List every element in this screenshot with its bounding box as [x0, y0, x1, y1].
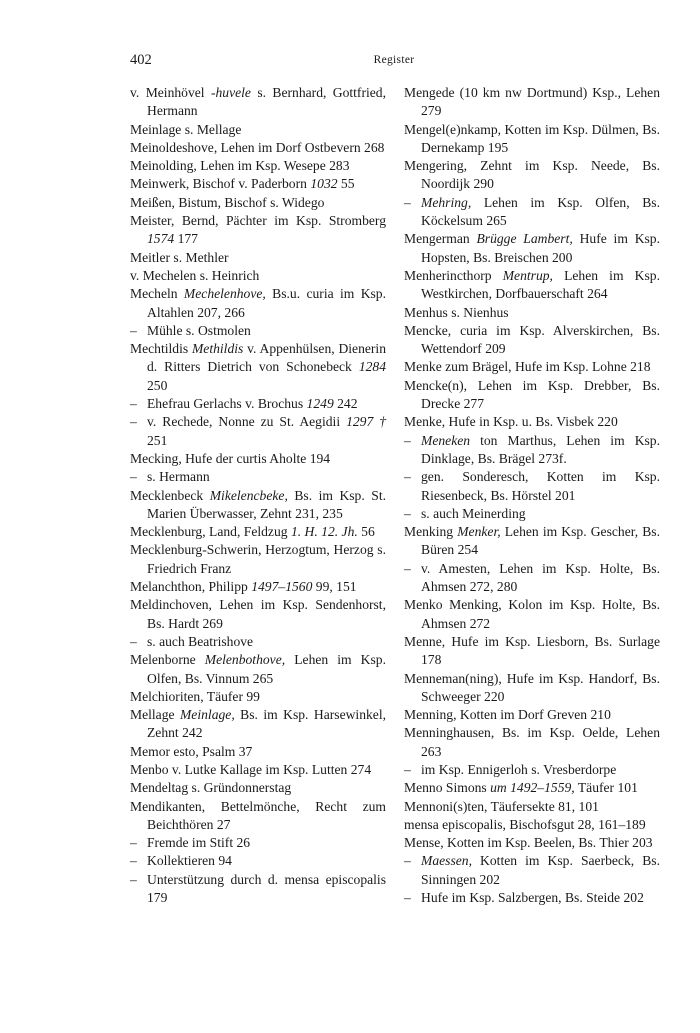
index-entry [404, 413, 660, 431]
running-title: Register [373, 54, 415, 66]
index-entry [404, 121, 660, 158]
index-subentry [130, 852, 386, 870]
index-entry [130, 285, 386, 322]
index-entry [130, 450, 386, 468]
index-entry [404, 633, 660, 670]
entry-text: Menherincthorp [404, 267, 503, 283]
index-subentry [130, 322, 386, 340]
index-entry [404, 779, 660, 797]
index-entry [130, 340, 386, 395]
entry-text: Meinoldeshove, Lehen im Dorf Ostbevern 268 [130, 139, 385, 155]
entry-text: Mendeltag s. Gründonnerstag [130, 780, 292, 796]
entry-text: s. Hermann [147, 469, 210, 485]
index-entry [130, 798, 386, 835]
entry-text: 251 [147, 432, 168, 448]
index-entry [130, 523, 386, 541]
entry-text: Täufer 101 [574, 780, 638, 796]
entry-text: Mecklenburg-Schwerin, Herzogtum, Herzog s. Friedrich Franz [130, 542, 386, 576]
entry-text: Meister, Bernd, Pächter im Ksp. Stromberg [130, 213, 386, 229]
subentry-dash: – [130, 414, 137, 430]
subentry-dash: – [404, 560, 411, 576]
entry-italic-text: Mentrup, [502, 267, 553, 283]
entry-italic-text: Maessen, [421, 853, 472, 869]
index-entry [130, 267, 386, 285]
index-entry [404, 798, 660, 816]
index-entry [404, 358, 660, 376]
subentry-dash: – [404, 194, 411, 210]
entry-italic-text: 1574 [147, 231, 175, 247]
entry-italic-text: Meinlage, [179, 707, 235, 723]
index-subentry [404, 852, 660, 889]
entry-text: 56 [357, 524, 375, 540]
entry-text: Menno Simons [404, 780, 491, 796]
entry-text: Ehefrau Gerlachs v. Brochus [147, 396, 307, 412]
entry-italic-text: Brügge Lambert, [476, 231, 573, 247]
entry-italic-text: um 1492–1559, [490, 780, 575, 796]
index-entry [130, 596, 386, 633]
index-subentry [404, 505, 660, 523]
index-entry [130, 249, 386, 267]
entry-text: Meinolding, Lehen im Ksp. Wesepe 283 [130, 158, 350, 174]
entry-text: Menning, Kotten im Dorf Greven 210 [404, 707, 611, 723]
index-entry [404, 377, 660, 414]
subentry-dash: – [130, 633, 137, 649]
subentry-dash: – [404, 469, 411, 485]
index-entry [404, 230, 660, 267]
entry-text: Lehen im Ksp. Gescher, Bs. Büren 254 [421, 524, 660, 558]
subentry-dash: – [130, 322, 137, 338]
entry-text: gen. Sonderesch, Kotten im Ksp. Riesenbeck, Bs. Hörstel 201 [421, 469, 660, 503]
index-entry [404, 834, 660, 852]
subentry-dash: – [404, 432, 411, 448]
entry-text: Mellage [130, 707, 180, 723]
entry-text: Menko Menking, Kolon im Ksp. Holte, Bs. Ahmsen 272 [404, 597, 660, 631]
entry-text: Menke zum Brägel, Hufe im Ksp. Lohne 218 [404, 359, 651, 375]
entry-text: Mecklenburg, Land, Feldzug [130, 524, 291, 540]
entry-italic-text: Menker, [457, 524, 501, 540]
entry-italic-text: Meneken [421, 432, 471, 448]
entry-italic-text: Mechelenhove, [183, 286, 266, 302]
index-entry [404, 523, 660, 560]
entry-text: s. Bernhard, Gottfried, Hermann [147, 85, 386, 119]
index-entry [404, 84, 660, 121]
entry-text: Meißen, Bistum, Bischof s. Widego [130, 194, 325, 210]
entry-italic-text: 1249 [306, 396, 334, 412]
index-subentry [404, 560, 660, 597]
entry-text: mensa episcopalis, Bischofsgut 28, 161–189 [404, 816, 646, 832]
entry-text: Lehen im Ksp. Olfen, Bs. Vinnum 265 [147, 652, 386, 686]
index-entry [130, 175, 386, 193]
index-entry [404, 706, 660, 724]
entry-text: Unterstützung durch d. mensa episcopalis 179 [147, 871, 386, 906]
index-entry [130, 761, 386, 779]
entry-text: Kotten im Ksp. Saerbeck, Bs. Sinningen 202 [421, 853, 660, 887]
index-entry [130, 779, 386, 797]
entry-text: Mencke, curia im Ksp. Alverskirchen, Bs. Wettendorf 209 [404, 322, 660, 357]
entry-text: v. Amesten, Lehen im Ksp. Holte, Bs. Ahmsen 272, 280 [421, 560, 660, 595]
index-entry [130, 121, 386, 139]
entry-text: 250 [147, 377, 168, 393]
entry-text: v. Appenhülsen, Dienerin d. Ritters Dietrich von Schonebeck [147, 341, 387, 375]
index-entry [404, 267, 660, 304]
index-subentry [130, 633, 386, 651]
entry-text: 177 [174, 231, 198, 247]
index-subentry [130, 468, 386, 486]
entry-text: Mense, Kotten im Ksp. Beelen, Bs. Thier 203 [404, 835, 653, 851]
index-entry [130, 194, 386, 212]
entry-text: Menking [404, 524, 458, 540]
index-entry [130, 578, 386, 596]
entry-text: 99, 151 [312, 579, 357, 595]
entry-text: Meinlage s. Mellage [130, 121, 242, 137]
entry-text: Menbo v. Lutke Kallage im Ksp. Lutten 274 [130, 761, 372, 777]
index-subentry [130, 871, 386, 908]
index-entry [404, 816, 660, 834]
entry-italic-text: Melenbothove, [204, 652, 286, 668]
right-column [404, 84, 660, 907]
entry-italic-text: 1032 [310, 176, 338, 192]
entry-text: Meitler s. Methler [130, 249, 229, 265]
entry-italic-text: Methildis [191, 341, 244, 357]
index-entry [130, 688, 386, 706]
entry-text: Mengede (10 km nw Dortmund) Ksp., Lehen 279 [404, 85, 660, 119]
index-entry [130, 743, 386, 761]
entry-text: 55 [337, 176, 355, 192]
entry-text: Bs. im Ksp. Harsewinkel, Zehnt 242 [147, 707, 386, 741]
index-entry [130, 651, 386, 688]
index-subentry [130, 834, 386, 852]
entry-italic-text: 1. H. 12. Jh. [290, 524, 358, 540]
entry-text: Melanchthon, Philipp [130, 579, 252, 595]
entry-text: Lehen im Ksp. Westkirchen, Dorfbauerschaft 264 [421, 267, 660, 302]
entry-text: Mendikanten, Bettelmönche, Recht zum Beichthören 27 [130, 798, 386, 832]
index-subentry [404, 468, 660, 505]
index-entry [130, 706, 386, 743]
entry-text: Mengel(e)nkamp, Kotten im Ksp. Dülmen, Bs. Dernekamp 195 [404, 121, 660, 155]
entry-text: Hufe im Ksp. Hopsten, Bs. Breischen 200 [421, 231, 661, 265]
index-entry [404, 670, 660, 707]
entry-text: 242 [333, 396, 358, 412]
entry-text: Lehen im Ksp. Olfen, Bs. Köckelsum 265 [421, 194, 660, 229]
entry-text: Menneman(ning), Hufe im Ksp. Handorf, Bs. Schweeger 220 [404, 670, 660, 704]
entry-text: ton Marthus, Lehen im Ksp. Dinklage, Bs. Brägel 273f. [421, 432, 660, 466]
entry-text: im Ksp. Ennigerloh s. Vresberdorpe [421, 761, 617, 777]
entry-text: Menhus s. Nienhus [404, 304, 509, 320]
subentry-dash: – [130, 469, 137, 485]
index-subentry [404, 889, 660, 907]
subentry-dash: – [130, 835, 137, 851]
entry-text: v. Rechede, Nonne zu St. Aegidii [147, 414, 347, 430]
entry-italic-text: -huvele [210, 85, 251, 100]
left-column [130, 84, 386, 907]
index-entry [404, 724, 660, 761]
entry-italic-text: Mikelencbeke, [209, 487, 288, 503]
entry-text: Melchioriten, Täufer 99 [130, 688, 260, 704]
entry-text: Mecking, Hufe der curtis Aholte 194 [130, 450, 331, 466]
entry-text: Menke, Hufe in Ksp. u. Bs. Visbek 220 [404, 414, 618, 430]
index-entry [130, 84, 386, 121]
subentry-dash: – [404, 853, 411, 869]
entry-text: Mechtildis [130, 341, 192, 357]
entry-text: Melenborne [130, 652, 205, 668]
entry-text: Hufe im Ksp. Salzbergen, Bs. Steide 202 [421, 890, 644, 906]
entry-text: s. auch Beatrishove [147, 633, 254, 649]
entry-italic-text: 1497–1560 [251, 579, 313, 595]
entry-text: v. Mechelen s. Heinrich [130, 267, 260, 283]
subentry-dash: – [130, 871, 137, 887]
entry-text: Mennoni(s)ten, Täufersekte 81, 101 [404, 798, 599, 814]
subentry-dash: – [404, 505, 411, 521]
index-entry [404, 157, 660, 194]
entry-text: Mencke(n), Lehen im Ksp. Drebber, Bs. Drecke 277 [404, 377, 660, 412]
index-entry [130, 157, 386, 175]
index-entry [130, 139, 386, 157]
entry-text: Menninghausen, Bs. im Ksp. Oelde, Lehen 263 [404, 725, 660, 759]
index-subentry [130, 413, 386, 450]
entry-italic-text: 1297 † [346, 414, 386, 430]
entry-text: Kollektieren 94 [147, 853, 232, 869]
entry-italic-text: Mehring, [421, 194, 472, 210]
index-entry [404, 304, 660, 322]
index-entry [130, 212, 386, 249]
index-subentry [404, 761, 660, 779]
entry-text: Menne, Hufe im Ksp. Liesborn, Bs. Surlage 178 [404, 633, 660, 668]
index-entry [404, 596, 660, 633]
subentry-dash: – [404, 761, 411, 777]
subentry-dash: – [404, 890, 411, 906]
entry-text: Mengerman [404, 231, 477, 247]
entry-text: Mühle s. Ostmolen [147, 322, 251, 338]
entry-text: Fremde im Stift 26 [147, 835, 251, 851]
subentry-dash: – [130, 853, 137, 869]
entry-text: s. auch Meinerding [421, 505, 526, 521]
entry-text: Bs.u. curia im Ksp. Altahlen 207, 266 [147, 286, 386, 320]
entry-text: Mengering, Zehnt im Ksp. Neede, Bs. Noordijk 290 [404, 158, 660, 192]
index-entry [130, 487, 386, 524]
index-subentry [130, 395, 386, 413]
index-subentry [404, 432, 660, 469]
index-entry [130, 541, 386, 578]
entry-italic-text: 1284 [358, 359, 386, 375]
page-header [130, 52, 658, 72]
index-subentry [404, 194, 660, 231]
index-entry [404, 322, 660, 359]
entry-text: Meldinchoven, Lehen im Ksp. Sendenhorst, Bs. Hardt 269 [130, 597, 386, 631]
page-number: 402 [130, 52, 152, 68]
entry-text: Memor esto, Psalm 37 [130, 743, 253, 759]
entry-text: Meinwerk, Bischof v. Paderborn [130, 176, 311, 192]
entry-text: v. Meinhövel [130, 85, 211, 100]
entry-text: Mecheln [130, 286, 184, 302]
subentry-dash: – [130, 396, 137, 412]
entry-text: Mecklenbeck [130, 487, 210, 503]
entry-text: Bs. im Ksp. St. Marien Überwasser, Zehnt 231, 235 [147, 487, 386, 521]
